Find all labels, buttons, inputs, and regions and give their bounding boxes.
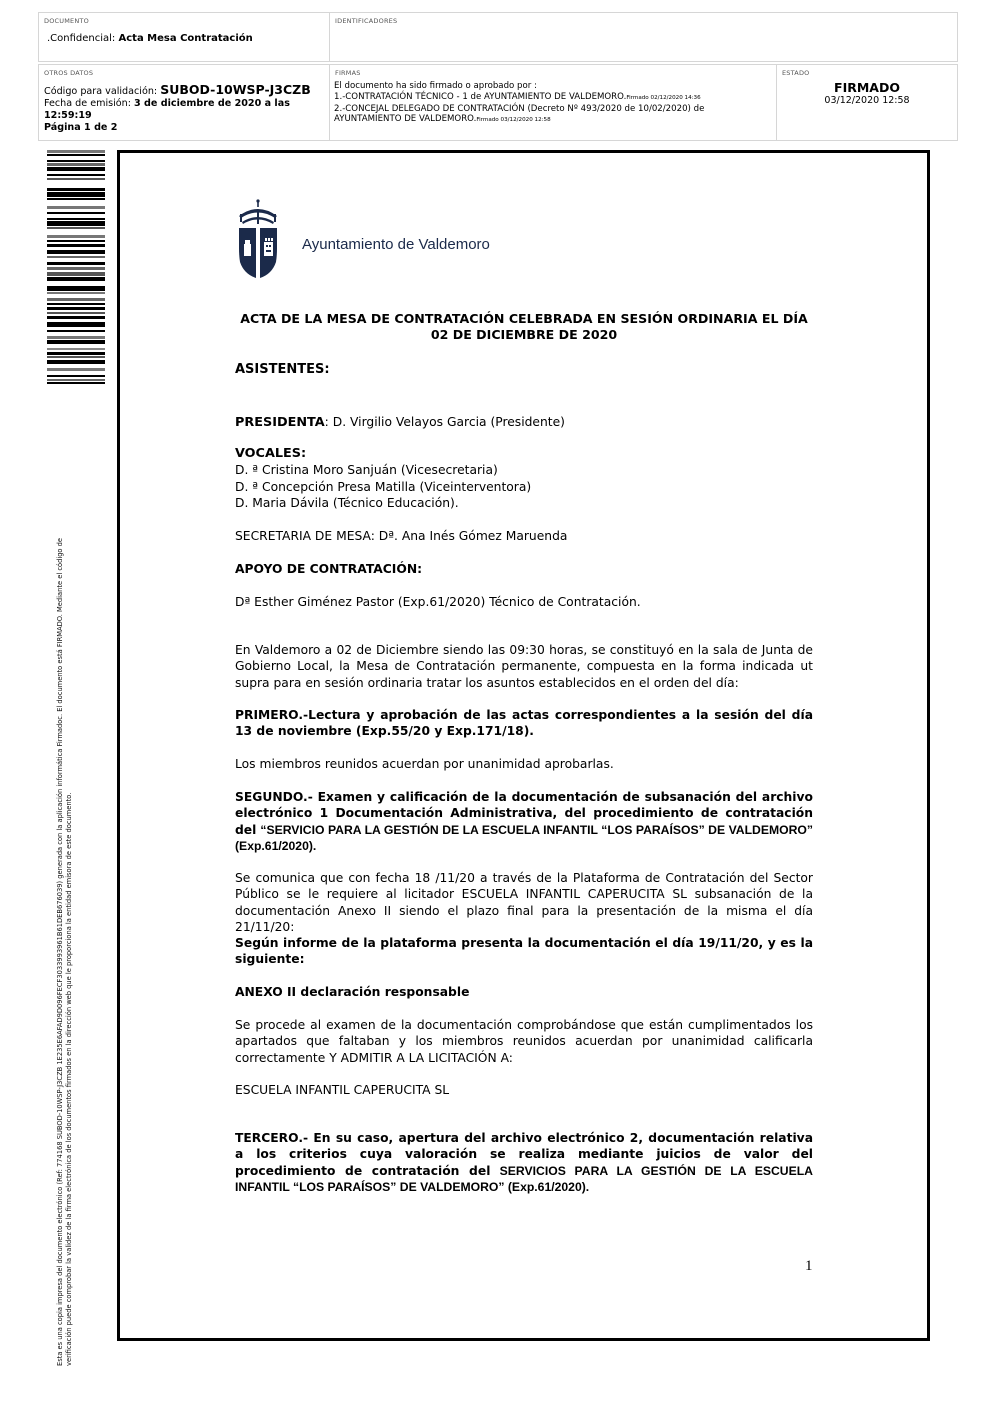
firmas-box	[329, 64, 777, 141]
segundo-text: SEGUNDO.- Examen y calificación de la documentación de subsanación del archivo electrónico 1 Documentación Administrativa, del procedimiento de contratación del	[235, 790, 813, 837]
vocales-heading: VOCALES:	[235, 446, 307, 461]
page-frame-top	[117, 150, 930, 153]
firma-1	[334, 92, 704, 104]
firmas-content	[334, 81, 704, 126]
pagina-value: Página 1 de 2	[44, 122, 118, 133]
presidenta-label: PRESIDENTA	[235, 415, 325, 430]
firma-1-date: Firmado 02/12/2020 14:36	[626, 94, 701, 101]
documento-title: Acta Mesa Contratación	[118, 33, 253, 44]
anexo-heading: ANEXO II declaración responsable	[235, 985, 470, 999]
estado-box	[776, 64, 958, 141]
firma-2-date: Firmado 03/12/2020 12:58	[476, 117, 551, 124]
side-note-line2: verificación puede comprobar la validez de la firma electrónica de los documentos firmados en la dirección web que le proporciona la entidad emisora de este documento.	[65, 792, 73, 1366]
barcode-icon	[47, 150, 105, 384]
page-number: 1	[805, 1258, 813, 1274]
firmas-caption: FIRMAS	[335, 69, 361, 77]
otros-datos-caption: OTROS DATOS	[44, 69, 94, 77]
otros-datos-content	[44, 84, 329, 134]
documento-name	[47, 33, 253, 45]
asistentes-heading: ASISTENTES:	[235, 362, 330, 377]
side-note-line1: Esta es una copia impresa del documento electrónico (Ref: 774168 SUBOD-10WSP-J3CZB 1E235E6AFAD9D096FECF3033993961B61DEB676039) generada con la aplicación informática Firmadoc. El documento está FIRMADO. Mediante el código de	[56, 537, 64, 1366]
segundo-service: “SERVICIO PARA LA GESTIÓN DE LA ESCUELA INFANTIL “LOS PARAÍSOS” DE VALDEMORO” (Exp.61/2020).	[235, 822, 813, 854]
secretaria: SECRETARIA DE MESA: Dª. Ana Inés Gómez Maruenda	[235, 529, 568, 543]
estado-caption: ESTADO	[782, 69, 810, 77]
fecha-emision	[44, 98, 329, 122]
intro-paragraph: En Valdemoro a 02 de Diciembre siendo las 09:30 horas, se constituyó en la sala de Junta de Gobierno Local, la Mesa de Contratación permanente, compuesta en la forma indicada ut supra para en sesión ordinaria tratar los asuntos establecidos en el orden del día:	[235, 643, 813, 690]
firma-1-text: 1.-CONTRATACIÓN TÉCNICO - 1 de AYUNTAMIENTO DE VALDEMORO.	[334, 91, 627, 102]
empresa-name: ESCUELA INFANTIL CAPERUCITA SL	[235, 1083, 450, 1097]
estado-value: FIRMADO	[834, 80, 900, 95]
estado-date: 03/12/2020 12:58	[824, 95, 910, 106]
vocales-section	[235, 446, 813, 512]
tercero-text: TERCERO.- En su caso, apertura del archivo electrónico 2, documentación relativa a los criterios cuya valoración se realiza mediante juicios de valor del procedimiento de contratación del	[235, 1131, 813, 1178]
tercero-paragraph	[235, 1130, 813, 1196]
presidenta-value: : D. Virgilio Velayos Garcia (Presidente)	[324, 415, 565, 429]
page-frame-left	[117, 150, 120, 1341]
coat-of-arms-icon	[236, 198, 280, 280]
fecha-label: Fecha de emisión:	[44, 98, 131, 109]
primero-paragraph: PRIMERO.-Lectura y aprobación de las actas correspondientes a la sesión del día 13 de noviembre (Exp.55/20 y Exp.171/18).	[235, 708, 813, 739]
firma-2-text-line1: 2.-CONCEJAL DELEGADO DE CONTRATACIÓN (Decreto Nº 493/2020 de 10/02/2020) de	[334, 103, 705, 114]
fecha-value: 3 de diciembre de 2020 a las 12:59:19	[44, 98, 290, 121]
vocal-item: D. Maria Dávila (Técnico Educación).	[235, 496, 459, 511]
segun-paragraph: Según informe de la plataforma presenta la documentación el día 19/11/20, y es la siguiente:	[235, 936, 813, 967]
pagina	[44, 122, 329, 134]
apoyo-heading: APOYO DE CONTRATACIÓN:	[235, 562, 423, 576]
vocal-item: D. ª Concepción Presa Matilla (Viceinterventora)	[235, 479, 532, 494]
comunica-paragraph: Se comunica que con fecha 18 /11/20 a través de la Plataforma de Contratación del Sector Público se le requiere al licitador ESCUELA INFANTIL CAPERUCITA SL subsanación de la documentación Anexo II siendo el plazo final para la presentación de la misma el día 21/11/20:	[235, 871, 813, 935]
identificadores-caption: IDENTIFICADORES	[335, 17, 398, 25]
codigo-label: Código para validación:	[44, 86, 158, 97]
firma-2	[334, 114, 704, 126]
tercero-service: SERVICIOS PARA LA GESTIÓN DE LA ESCUELA INFANTIL “LOS PARAÍSOS” DE VALDEMORO” (Exp.61/2020).	[235, 1163, 813, 1195]
identificadores-box	[329, 12, 958, 62]
vocal-item: D. ª Cristina Moro Sanjuán (Vicesecretaria)	[235, 463, 498, 478]
document-title	[235, 311, 813, 343]
title-line1: ACTA DE LA MESA DE CONTRATACIÓN CELEBRADA EN SESIÓN ORDINARIA EL DÍA	[240, 311, 808, 326]
segundo-paragraph	[235, 789, 813, 855]
documento-prefix: .Confidencial:	[47, 33, 116, 44]
firmas-intro: El documento ha sido firmado o aprobado por :	[334, 81, 537, 91]
logo-text: Ayuntamiento de Valdemoro	[302, 236, 490, 253]
title-line2: 02 DE DICIEMBRE DE 2020	[430, 327, 618, 342]
firma-2-text-line2: AYUNTAMIENTO DE VALDEMORO.	[334, 114, 477, 125]
estado-content	[777, 80, 957, 106]
otros-datos-box	[38, 64, 330, 141]
primero-result: Los miembros reunidos acuerdan por unanimidad aprobarlas.	[235, 757, 614, 771]
procede-paragraph: Se procede al examen de la documentación comprobándose que están cumplimentados los apartados que faltaban y los miembros reunidos acuerdan por unanimidad calificarla correctamente Y ADMITIR A LA LICITACIÓN A:	[235, 1018, 813, 1065]
apoyo-value: Dª Esther Giménez Pastor (Exp.61/2020) Técnico de Contratación.	[235, 595, 641, 609]
codigo-validacion	[44, 84, 329, 98]
presidenta	[235, 414, 813, 431]
side-note	[56, 426, 74, 1366]
codigo-value: SUBOD-10WSP-J3CZB	[160, 82, 311, 97]
documento-caption: DOCUMENTO	[44, 17, 89, 25]
documento-box	[38, 12, 330, 62]
